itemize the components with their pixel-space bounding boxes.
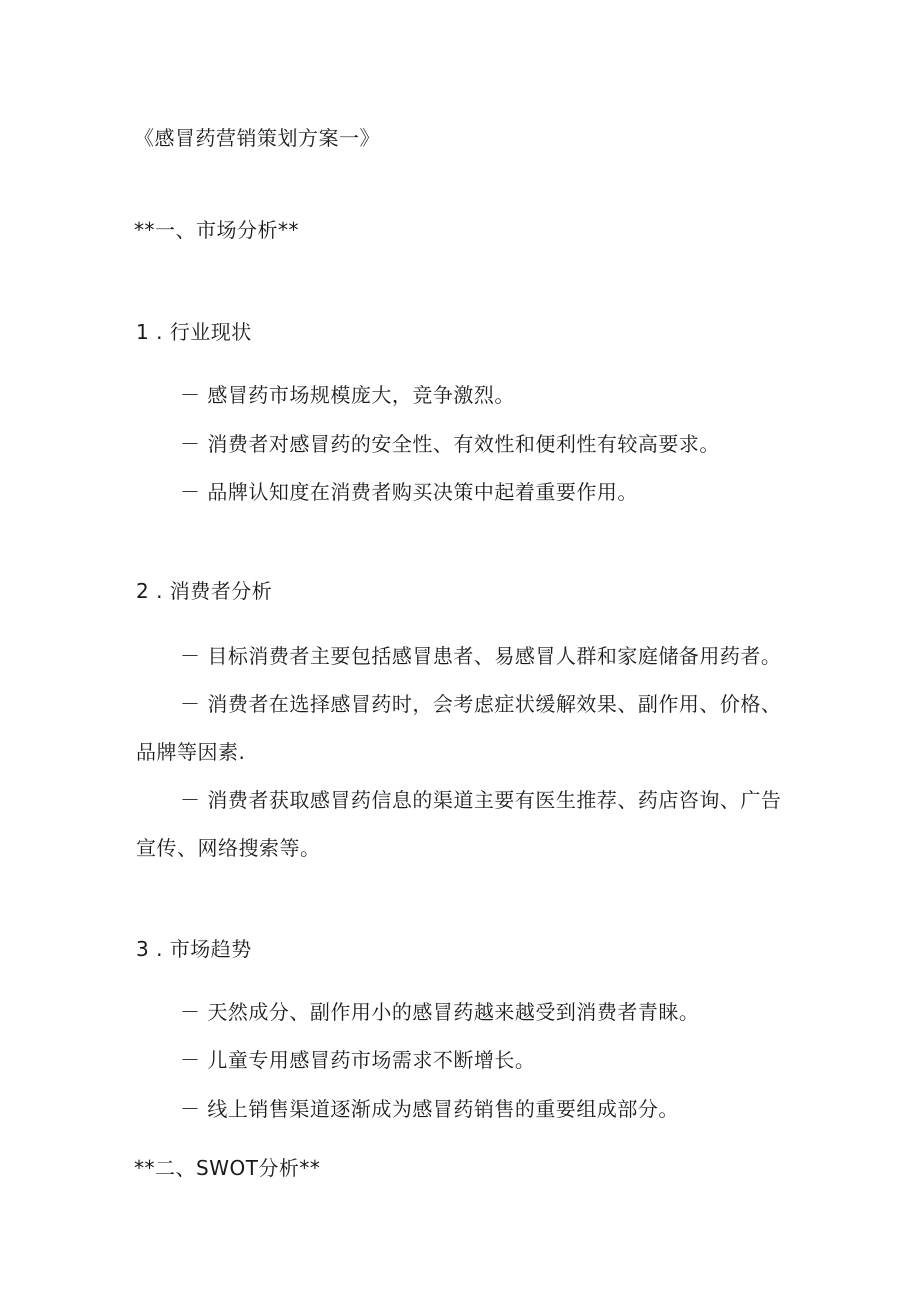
list-item-continuation: 宣传、网络搜索等。 (136, 836, 321, 860)
subheading-industry-status: 1 . 行业现状 (136, 320, 252, 344)
list-item: － 感冒药市场规模庞大，竞争激烈。 (180, 383, 515, 407)
list-item: － 消费者获取感冒药信息的渠道主要有医生推荐、药店咨询、广告 (180, 788, 782, 812)
section-heading-market-analysis: **一、市场分析** (134, 218, 299, 242)
list-item-continuation: 品牌等因素. (136, 740, 246, 764)
list-item: － 天然成分、副作用小的感冒药越来越受到消费者青睐。 (180, 1000, 700, 1024)
subheading-consumer-analysis: 2 . 消费者分析 (136, 579, 273, 603)
list-item: － 儿童专用感冒药市场需求不断增长。 (180, 1048, 536, 1072)
document-title: 《感冒药营销策划方案一》 (134, 126, 380, 150)
section-heading-swot-analysis: **二、SWOT分析** (134, 1156, 321, 1180)
subheading-market-trends: 3 . 市场趋势 (136, 937, 252, 961)
list-item: － 目标消费者主要包括感冒患者、易感冒人群和家庭储备用药者。 (180, 644, 782, 668)
list-item: － 消费者对感冒药的安全性、有效性和便利性有较高要求。 (180, 432, 720, 456)
list-item: － 线上销售渠道逐渐成为感冒药销售的重要组成部分。 (180, 1097, 679, 1121)
list-item: － 品牌认知度在消费者购买决策中起着重要作用。 (180, 480, 638, 504)
list-item: － 消费者在选择感冒药时，会考虑症状缓解效果、副作用、价格、 (180, 692, 782, 716)
